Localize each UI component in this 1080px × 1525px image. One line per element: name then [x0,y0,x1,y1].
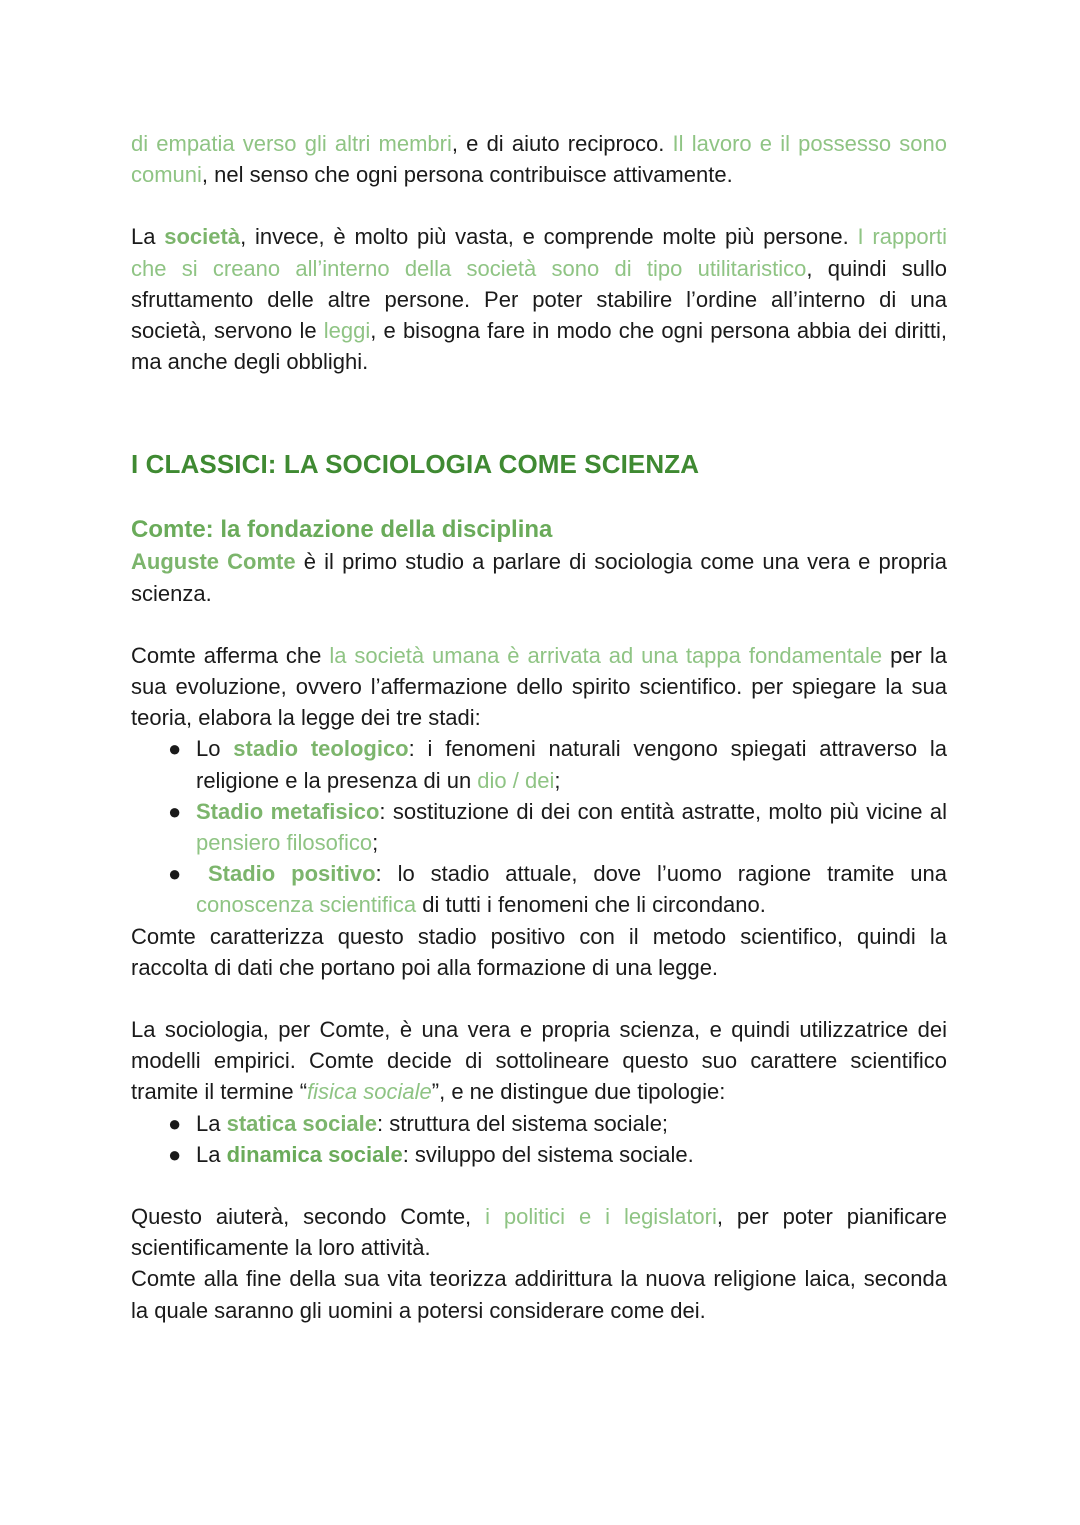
bullet-icon: ● [168,1110,182,1136]
bullet-icon: ● [168,798,182,824]
list-item: ● La statica sociale: struttura del sistema sociale; [131,1108,947,1139]
highlight-empathy: di empatia verso gli altri membri [131,131,452,156]
paragraph-society: La società, invece, è molto più vasta, e comprende molte più persone. I rapporti che si creano all’interno della società sono di tipo utilitaristico, quindi sullo sfruttamento delle altre persone. Per poter stabilire l’ordine all’interno di una società, servono le leggi, e bisogna fare in modo che ogni persona abbia dei diritti, ma anche degli obblighi. [131,224,947,375]
paragraph-comte-theory: Comte afferma che la società umana è arrivata ad una tappa fondamentale per la sua evoluzione, ovvero l’affermazione dello spirito scientifico. per spiegare la sua teoria, elabora la legge dei tre stadi: [131,642,947,731]
highlight-leggi: leggi [323,318,371,344]
bullet-icon: ● [168,1141,182,1167]
term-societa: società [164,224,241,250]
highlight-work-possession: Il lavoro e il possesso sono comuni [131,131,947,188]
paragraph-religion: Comte alla fine della sua vita teorizza addirittura la nuova religione laica, seconda la quale saranno gli uomini a potersi considerare come dei. [131,1266,947,1323]
section-heading: I CLASSICI: LA SOCIOLOGIA COME SCIENZA [131,449,700,480]
bullet-icon: ● [168,861,182,887]
bullet-icon: ● [168,736,182,762]
highlight-tappa: la società umana è arrivata ad una tappa fondamentale [329,642,883,668]
paragraph-positive-stage: Comte caratterizza questo stadio positivo con il metodo scientifico, quindi la raccolta di dati che portano poi alla formazione di una legge. [131,923,947,980]
types-list [131,1108,947,1170]
term-auguste-comte: Auguste Comte [131,549,296,575]
list-item: ● Stadio metafisico: sostituzione di dei con entità astratte, molto più vicine al pensiero filosofico; [131,796,947,858]
section-subheading: Comte: la fondazione della disciplina [131,516,553,544]
paragraph-politicians: Questo aiuterà, secondo Comte, i politici e i legislatori, per poter pianificare scientificamente la loro attività. [131,1204,947,1261]
highlight-utilitarian: I rapporti che si creano all’interno della società sono di tipo utilitaristico [131,224,947,281]
paragraph-community: di empatia verso gli altri membri, e di aiuto reciproco. Il lavoro e il possesso sono comuni, nel senso che ogni persona contribuisce attivamente. [131,131,947,188]
term-fisica-sociale: fisica sociale [307,1079,432,1105]
list-item: ● Lo stadio teologico: i fenomeni naturali vengono spiegati attraverso la religione e la presenza di un dio / dei; [131,733,947,795]
highlight-politicians: i politici e i legislatori [485,1204,717,1230]
paragraph-social-physics: La sociologia, per Comte, è una vera e propria scienza, e quindi utilizzatrice dei modelli empirici. Comte decide di sottolineare questo suo carattere scientifico tramite il termine “fisica sociale”, e ne distingue due tipologie: [131,1017,947,1105]
document-page [131,128,947,1326]
list-item: ● La dinamica sociale: sviluppo del sistema sociale. [131,1139,947,1170]
paragraph-comte-intro: Auguste Comte è il primo studio a parlare di sociologia come una vera e propria scienza. [131,549,948,606]
list-item: ● Stadio positivo: lo stadio attuale, dove l’uomo ragione tramite una conoscenza scientifica di tutti i fenomeni che li circondano. [131,858,947,920]
stages-list [131,733,947,920]
